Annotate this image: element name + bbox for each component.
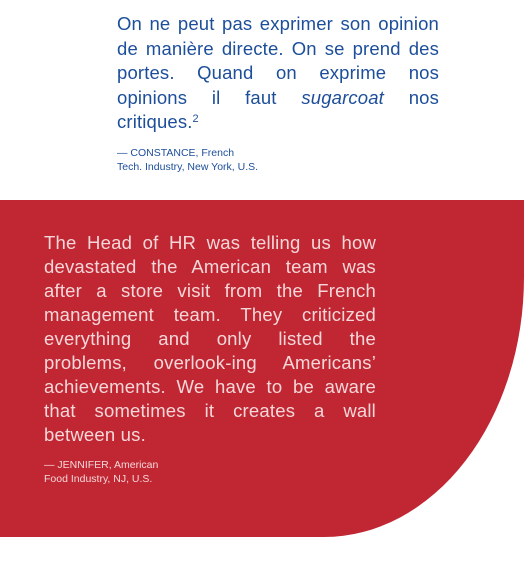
footnote-marker: 2 [192,112,199,125]
bottom-attribution-name: — JENNIFER, American [44,459,159,471]
top-quote-text-part: On ne peut pas exprimer son opinion de manière directe. On se prend des portes. Quand on exprime nos opinions il faut [117,13,439,108]
bottom-attribution-detail: Food Industry, NJ, U.S. [44,473,153,485]
top-quote-text-end: nos critiques. [117,86,439,132]
top-attribution-name: — CONSTANCE, French [117,146,235,159]
top-attribution-detail: Tech. Industry, New York, U.S. [117,160,259,173]
bottom-quote-text: The Head of HR was telling us how devastated the American team was after a store visit from the French management team. They criticized everything and only listed the problems, overlook-ing Americans’ achievements. We have to be aware that sometimes it creates a wall between us. [44,232,376,445]
top-attribution [117,146,439,174]
top-quote-text [117,12,439,135]
bottom-attribution [44,458,376,486]
bottom-quote [44,231,376,486]
top-quote-emphasis: sugarcoat [301,86,384,108]
top-quote [117,12,439,174]
